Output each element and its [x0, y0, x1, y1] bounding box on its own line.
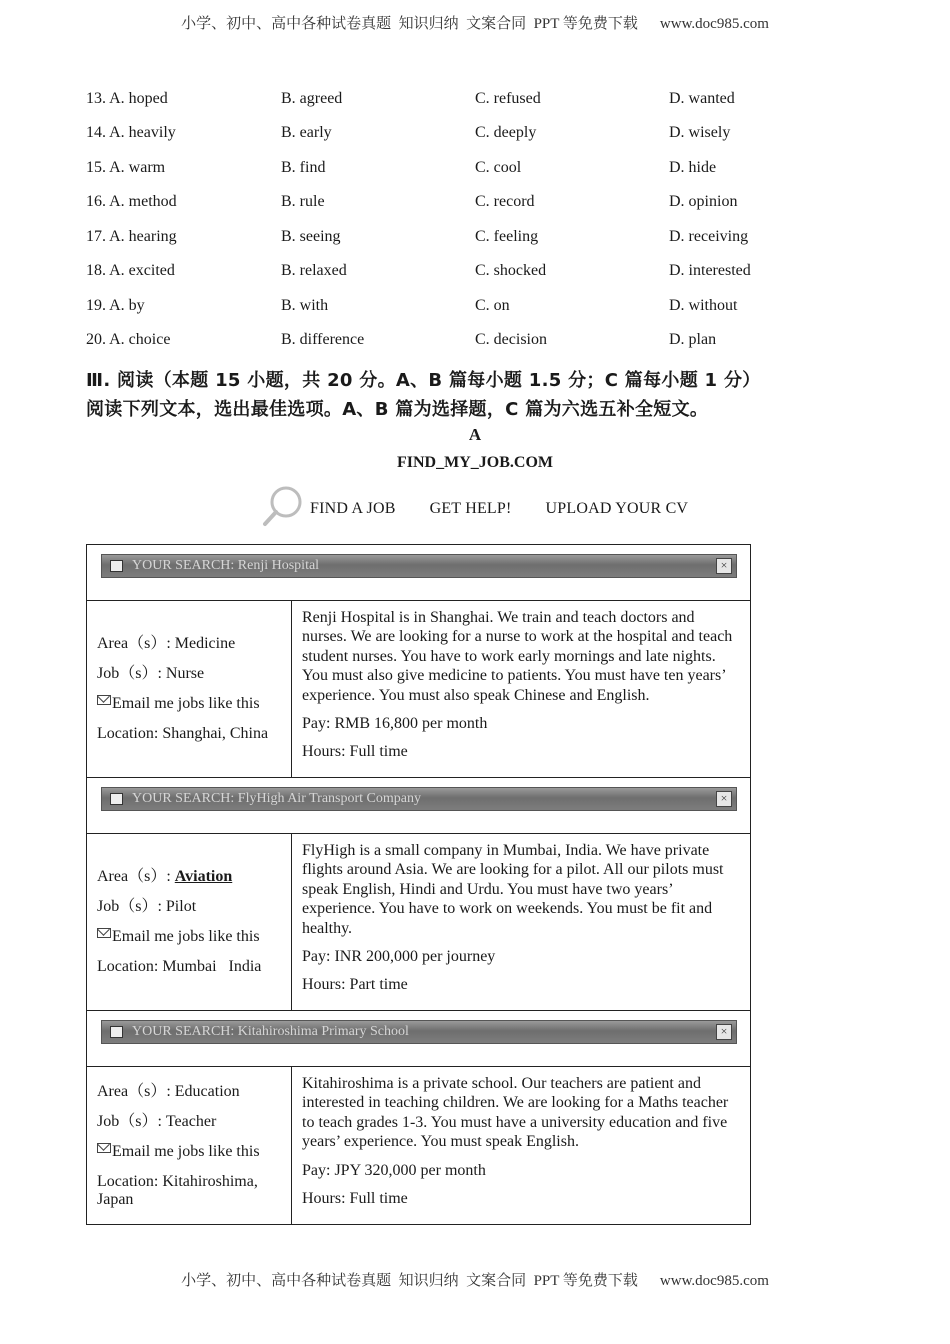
passage-label: A [468, 425, 482, 444]
site-title: FIND_MY_JOB.COM [397, 454, 553, 471]
job-detail-row [87, 834, 750, 1011]
job-listings-table [86, 544, 751, 1225]
job-meta [87, 1067, 292, 1224]
job-hours: Hours: Full time [302, 1190, 408, 1208]
option-a: 20. A. choice [86, 331, 171, 348]
search-text: YOUR SEARCH: Kitahiroshima Primary School [132, 1024, 409, 1039]
nav-find-a-job[interactable]: FIND A JOB [310, 500, 396, 517]
option-row-18 [0, 262, 950, 286]
email-label: Email me jobs like this [112, 695, 260, 712]
option-row-16 [0, 193, 950, 217]
section-instruction: 阅读下列文本，选出最佳选项。A、B 篇为选择题，C 篇为六选五补全短文。 [86, 399, 709, 420]
option-c: C. refused [475, 90, 541, 107]
job-title: Job（s）: Teacher [97, 1112, 217, 1130]
job-area [97, 868, 281, 886]
option-c: C. feeling [475, 228, 539, 245]
option-a: 14. A. heavily [86, 124, 176, 141]
close-icon[interactable]: × [716, 1024, 732, 1040]
option-a: 18. A. excited [86, 262, 175, 279]
nav-get-help[interactable]: GET HELP! [429, 500, 512, 517]
option-d: D. wanted [669, 90, 735, 107]
option-d: D. interested [669, 262, 751, 279]
close-icon[interactable]: × [716, 791, 732, 807]
email-label: Email me jobs like this [112, 1142, 260, 1160]
option-c: C. decision [475, 331, 547, 348]
job-meta [87, 834, 292, 1010]
option-b: B. agreed [281, 90, 343, 107]
magnifier-icon [262, 484, 306, 528]
envelope-icon [97, 1143, 111, 1153]
job-detail-row [87, 601, 750, 778]
search-text: YOUR SEARCH: FlyHigh Air Transport Company [132, 791, 421, 806]
search-icon [110, 793, 123, 805]
area-value: Aviation [174, 868, 233, 885]
option-d: D. plan [669, 331, 717, 348]
job-pay: Pay: INR 200,000 per journey [302, 948, 496, 966]
option-d: D. without [669, 297, 738, 314]
job-area [97, 1083, 281, 1101]
envelope-icon [97, 695, 111, 705]
email-link[interactable] [97, 1143, 281, 1161]
option-d: D. wisely [669, 124, 731, 141]
search-bar [101, 1020, 737, 1044]
option-d: D. hide [669, 159, 717, 176]
option-row-13 [0, 90, 950, 114]
nav-upload-cv[interactable]: UPLOAD YOUR CV [545, 500, 689, 517]
job-location: Location: Shanghai, China [97, 725, 269, 742]
footer-url[interactable]: www.doc985.com [659, 1273, 769, 1289]
email-label: Email me jobs like this [112, 928, 260, 945]
option-b: B. seeing [281, 228, 341, 245]
header-text: 小学、初中、高中各种试卷真题 知识归纳 文案合同 PPT 等免费下载 [181, 16, 638, 32]
job-area [97, 635, 281, 653]
job-location: Location: Kitahiroshima, Japan [97, 1172, 258, 1208]
option-a: 13. A. hoped [86, 90, 168, 107]
area-label: Area（s）: [97, 635, 175, 652]
area-label: Area（s）: [97, 1082, 175, 1100]
option-c: C. shocked [475, 262, 547, 279]
search-row [87, 545, 750, 601]
option-row-15 [0, 159, 950, 183]
email-link[interactable] [97, 695, 281, 713]
section-title: Ⅲ. 阅读（本题 15 小题，共 20 分。A、B 篇每小题 1.5 分；C 篇每小题 1 分） [86, 370, 761, 391]
search-row [87, 1011, 750, 1067]
job-hours: Hours: Part time [302, 976, 408, 994]
job-title: Job（s）: Nurse [97, 665, 205, 682]
job-detail-row [87, 1067, 750, 1224]
search-bar [101, 787, 737, 811]
option-row-19 [0, 297, 950, 321]
option-row-17 [0, 228, 950, 252]
option-c: C. deeply [475, 124, 537, 141]
header-url[interactable]: www.doc985.com [659, 16, 769, 32]
job-pay: Pay: JPY 320,000 per month [302, 1161, 486, 1179]
job-description: Kitahiroshima is a private school. Our teachers are patient and interested in teaching children. We are looking for a Maths teacher to teach grades 1-3. You must have a university education and five years’ experience. You must speak English. [302, 1075, 729, 1151]
option-d: D. opinion [669, 193, 738, 210]
option-c: C. cool [475, 159, 522, 176]
page-header [0, 12, 950, 33]
option-b: B. rule [281, 193, 325, 210]
job-meta [87, 601, 292, 777]
job-hours: Hours: Full time [302, 743, 408, 761]
option-c: C. record [475, 193, 535, 210]
envelope-icon [97, 928, 111, 938]
area-label: Area（s）: [97, 868, 175, 885]
job-location: Location: Mumbai India [97, 958, 262, 975]
search-text: YOUR SEARCH: Renji Hospital [132, 558, 320, 573]
option-a: 16. A. method [86, 193, 177, 210]
option-a: 15. A. warm [86, 159, 166, 176]
option-b: B. early [281, 124, 332, 141]
search-icon [110, 1026, 123, 1038]
option-b: B. with [281, 297, 329, 314]
option-b: B. relaxed [281, 262, 347, 279]
job-description-cell [292, 1067, 750, 1224]
option-a: 17. A. hearing [86, 228, 177, 245]
job-description: Renji Hospital is in Shanghai. We train and teach doctors and nurses. We are looking for a nurse to work at the hospital and teach student nurses. You have to work early mornings and late nights. You must also give medicine to patients. You must have ten years’ experience. You must also speak Chinese and English. [302, 609, 733, 704]
job-description: FlyHigh is a small company in Mumbai, India. We have private flights around Asia. We are looking for a pilot. All our pilots must speak English, Hindi and Urdu. You must have two years’ experience. You have to work on weekends. You must be fit and healthy. [302, 842, 724, 937]
job-title: Job（s）: Pilot [97, 898, 197, 915]
search-row [87, 778, 750, 834]
option-row-14 [0, 124, 950, 148]
search-icon [110, 560, 123, 572]
area-value: Medicine [174, 635, 236, 652]
option-b: B. difference [281, 331, 365, 348]
option-d: D. receiving [669, 228, 749, 245]
option-a: 19. A. by [86, 297, 145, 314]
option-b: B. find [281, 159, 326, 176]
footer-text: 小学、初中、高中各种试卷真题 知识归纳 文案合同 PPT 等免费下载 [181, 1273, 638, 1289]
area-value: Education [174, 1082, 240, 1100]
close-icon[interactable]: × [716, 558, 732, 574]
option-row-20 [0, 331, 950, 355]
option-c: C. on [475, 297, 510, 314]
job-description-cell [292, 601, 750, 777]
email-link[interactable] [97, 928, 281, 946]
site-nav [310, 500, 718, 518]
job-description-cell [292, 834, 750, 1010]
search-bar [101, 554, 737, 578]
job-pay: Pay: RMB 16,800 per month [302, 715, 488, 733]
page-footer [0, 1269, 950, 1290]
